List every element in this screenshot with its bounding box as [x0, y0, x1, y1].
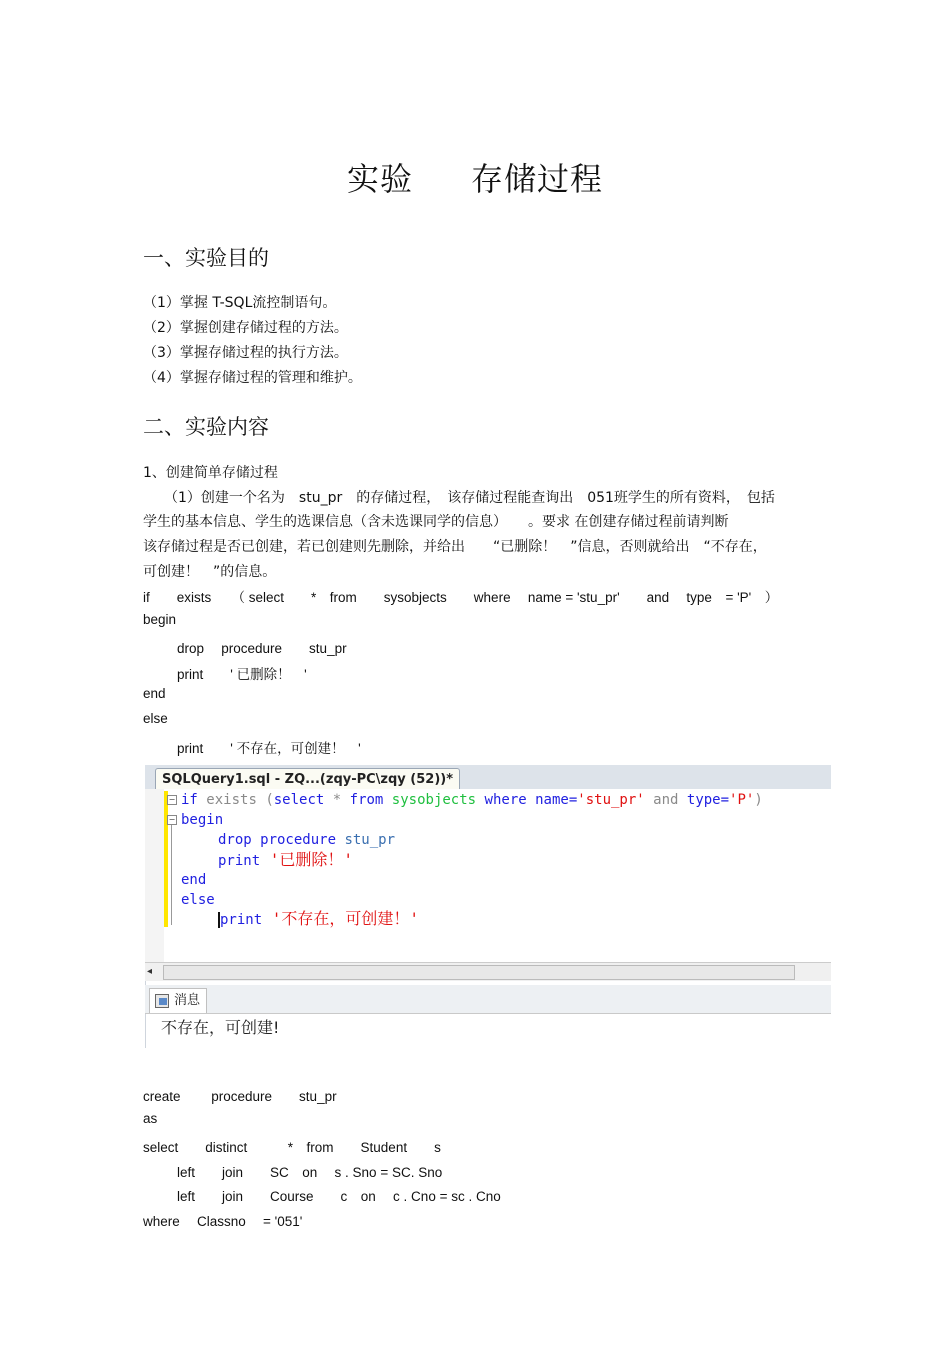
code-line-3: drop procedure stu_pr	[218, 832, 396, 848]
code-line-2: begin	[181, 812, 224, 828]
collapse-icon[interactable]: −	[168, 815, 176, 824]
messages-tab[interactable]	[149, 988, 207, 1013]
code-line-5: end	[181, 872, 207, 888]
paragraph-line: 学生的基本信息、学生的选课信息（含未选课同学的信息） 。要求 在创建存储过程前请判断	[143, 514, 729, 530]
paragraph-line: 该存储过程是否已创建，若已创建则先删除，并给出 “已删除！ ”信息，否则就给出 “不存在，	[143, 539, 767, 555]
code-line: else	[143, 711, 168, 726]
section1-heading: 一、实验目的	[143, 246, 269, 270]
code-line-7: print '不存在，可创建！'	[220, 909, 420, 928]
scroll-thumb[interactable]	[163, 965, 795, 980]
objective-item: （1）掌握 T-SQL流控制语句。	[143, 295, 337, 311]
code-line: as	[143, 1111, 158, 1126]
messages-tab-label: 消息	[174, 993, 201, 1008]
code-line-4: print '已删除！'	[218, 850, 354, 869]
code-line: select distinct * from Student s	[143, 1140, 441, 1155]
query-tab[interactable]: SQLQuery1.sql - ZQ...(zqy-PC\zqy (52))*	[155, 768, 460, 790]
code-line-1: if exists (select * from sysobjects where name='stu_pr' and type='P')	[181, 792, 763, 808]
code-line: left join SC on s . Sno = SC. Sno	[177, 1165, 443, 1180]
code-line: left join Course c on c . Cno = sc . Cno	[177, 1189, 501, 1204]
code-line: print ' 不存在，可创建！ '	[177, 741, 361, 756]
editor-tab-bar	[145, 765, 831, 789]
message-output: 不存在，可创建!	[161, 1018, 280, 1037]
fold-guide	[171, 825, 172, 925]
objective-item: （3）掌握存储过程的执行方法。	[143, 345, 348, 361]
section2-heading: 二、实验内容	[143, 415, 269, 439]
code-line: where Classno = '051'	[143, 1214, 303, 1229]
horizontal-scrollbar[interactable]	[145, 962, 831, 981]
code-line: drop procedure stu_pr	[177, 641, 347, 656]
change-indicator	[164, 791, 168, 927]
paragraph-line: 可创建！ ”的信息。	[143, 564, 277, 580]
objective-item: （4）掌握存储过程的管理和维护。	[143, 370, 362, 386]
results-tab-bar	[145, 985, 831, 1014]
code-line: end	[143, 686, 166, 701]
title-part1: 实验	[346, 160, 413, 198]
code-line: print ' 已删除！ '	[177, 667, 307, 682]
code-line: if exists （ select * from sysobjects where name = 'stu_pr' and type = 'P' ）	[143, 590, 779, 605]
subsection-heading: 1、创建简单存储过程	[143, 465, 278, 481]
messages-icon	[155, 994, 169, 1008]
scroll-left-icon[interactable]: ◂	[147, 966, 153, 977]
title-part2: 存储过程	[471, 160, 604, 198]
code-line: begin	[143, 612, 177, 627]
ssms-screenshot	[145, 765, 831, 1048]
collapse-icon[interactable]: −	[168, 795, 176, 804]
code-line-6: else	[181, 892, 215, 908]
page-title	[0, 154, 950, 200]
query-editor[interactable]	[145, 789, 831, 962]
code-line: create procedure stu_pr	[143, 1089, 337, 1104]
objective-item: （2）掌握创建存储过程的方法。	[143, 320, 348, 336]
paragraph-line: （1）创建一个名为 stu_pr 的存储过程， 该存储过程能查询出 051班学生的所有资料， 包括	[164, 490, 775, 506]
